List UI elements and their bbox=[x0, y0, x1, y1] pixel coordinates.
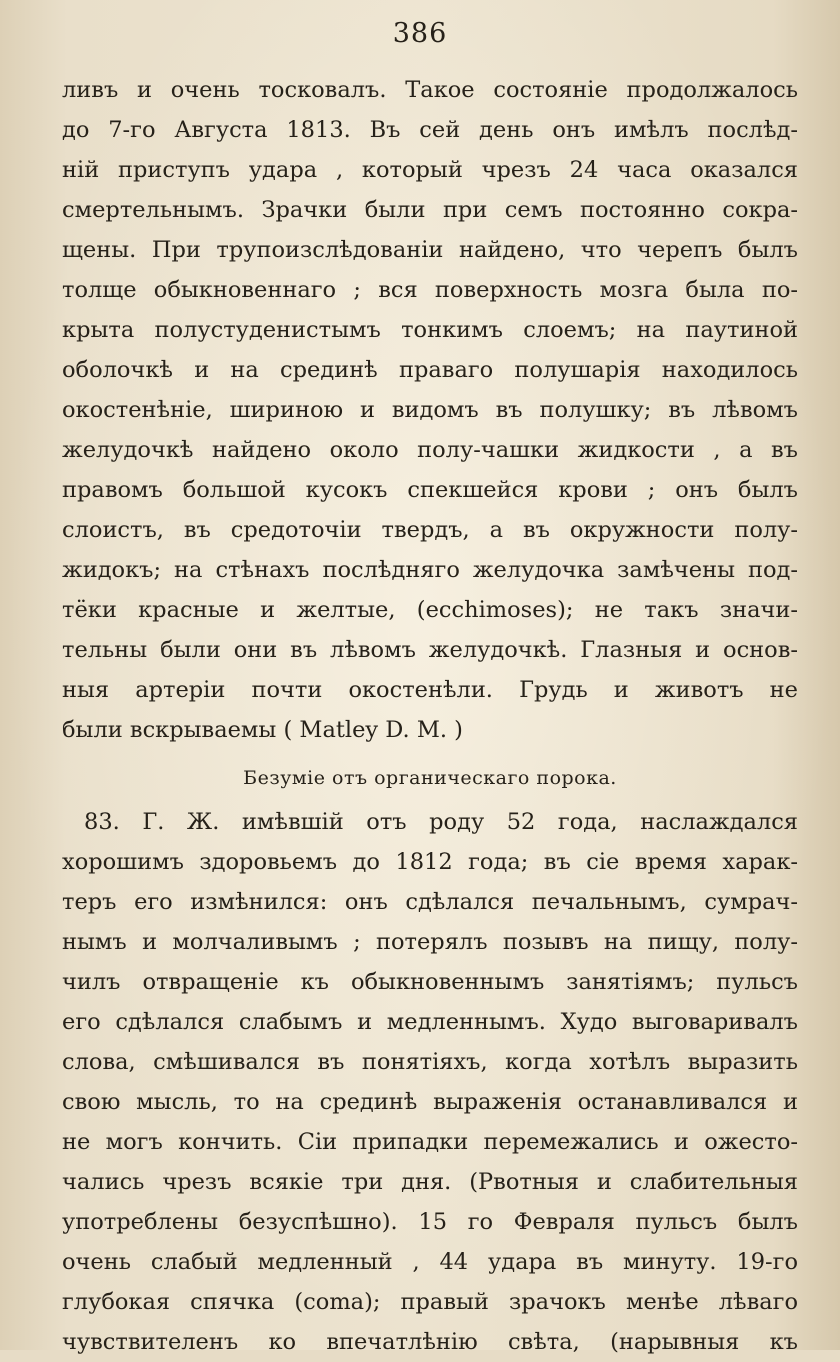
paragraph-case-82-continuation bbox=[62, 70, 798, 750]
text-line: щены. При трупоизслѣдованіи найдено, что черепъ былъ bbox=[62, 237, 798, 263]
text-line: чилъ отвращеніе къ обыкновеннымъ занятіямъ; пульсъ bbox=[62, 969, 798, 995]
text-line: теръ его измѣнился: онъ сдѣлался печальнымъ, сумрач- bbox=[62, 889, 798, 915]
text-line: слова, смѣшивался въ понятіяхъ, когда хотѣлъ выразить bbox=[62, 1049, 798, 1075]
text-line: тельны были они въ лѣвомъ желудочкѣ. Глазныя и основ- bbox=[62, 637, 798, 663]
page-number: 386 bbox=[392, 18, 448, 49]
paragraph-case-83 bbox=[62, 802, 798, 1362]
text-line: очень слабый медленный , 44 удара въ минуту. 19-го bbox=[62, 1249, 798, 1275]
text-line: чались чрезъ всякіе три дня. (Рвотныя и слабительныя bbox=[62, 1169, 798, 1195]
text-line: тёки красные и желтые, (ecchimoses); не такъ значи- bbox=[62, 597, 798, 623]
text-line: чувствителенъ ко впечатлѣнію свѣта, (нарывныя къ bbox=[62, 1329, 798, 1355]
text-line: толще обыкновеннаго ; вся поверхность мозга была по- bbox=[62, 277, 798, 303]
text-line: ній приступъ удара , который чрезъ 24 часа оказался bbox=[62, 157, 798, 183]
text-line: хорошимъ здоровьемъ до 1812 года; въ сіе время харак- bbox=[62, 849, 798, 875]
text-line: слоистъ, въ средоточіи твердъ, а въ окружности полу- bbox=[62, 517, 798, 543]
text-line: желудочкѣ найдено около полу-чашки жидкости , а въ bbox=[62, 437, 798, 463]
text-line: правомъ большой кусокъ спекшейся крови ; онъ былъ bbox=[62, 477, 798, 503]
text-line: свою мысль, то на срединѣ выраженія останавливался и bbox=[62, 1089, 798, 1115]
text-line: не могъ кончить. Сіи припадки перемежались и ожесто- bbox=[62, 1129, 798, 1155]
section-heading: Безуміе отъ органическаго порока. bbox=[243, 767, 617, 789]
text-line: ныя артеріи почти окостенѣли. Грудь и животъ не bbox=[62, 677, 798, 703]
text-line: были вскрываемы ( Matley D. M. ) bbox=[62, 717, 463, 743]
text-line: 83. Г. Ж. имѣвшій отъ роду 52 года, наслаждался bbox=[84, 809, 798, 835]
text-line: до 7-го Августа 1813. Въ сей день онъ имѣлъ послѣд- bbox=[62, 117, 798, 143]
text-line: жидокъ; на стѣнахъ послѣдняго желудочка замѣчены под- bbox=[62, 557, 798, 583]
text-line: окостенѣніе, шириною и видомъ въ полушку; въ лѣвомъ bbox=[62, 397, 798, 423]
text-line: глубокая спячка (coma); правый зрачокъ менѣе лѣваго bbox=[62, 1289, 798, 1315]
text-line: смертельнымъ. Зрачки были при семъ постоянно сокра- bbox=[62, 197, 798, 223]
text-line: употреблены безуспѣшно). 15 го Февраля пульсъ былъ bbox=[62, 1209, 798, 1235]
text-line: ливъ и очень тосковалъ. Такое состояніе продолжалось bbox=[62, 77, 798, 103]
text-line: нымъ и молчаливымъ ; потерялъ позывъ на пищу, полу- bbox=[62, 929, 798, 955]
text-line: оболочкѣ и на срединѣ праваго полушарія находилось bbox=[62, 357, 798, 383]
text-line: крыта полустуденистымъ тонкимъ слоемъ; на паутиной bbox=[62, 317, 798, 343]
text-block bbox=[62, 70, 798, 1362]
text-line: его сдѣлался слабымъ и медленнымъ. Худо выговаривалъ bbox=[62, 1009, 798, 1035]
